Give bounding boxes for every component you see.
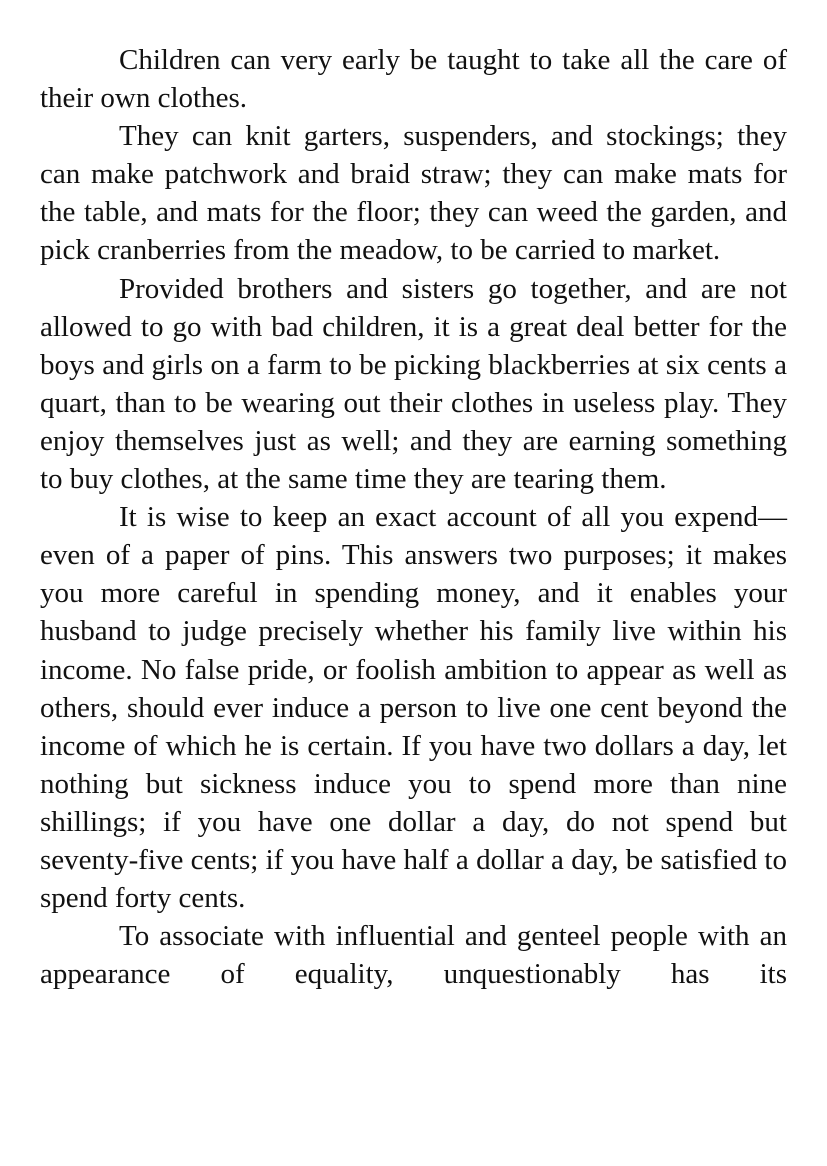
paragraph-exact-account: It is wise to keep an exact account of all you expend—even of a paper of pins. This answers two purposes; it makes you more careful in spending money, and it enables your husband to judge precisely whether his family live within his income. No false pride, or foolish ambition to appear as well as others, should ever induce a person to live one cent beyond the income of which he is certain. If you have two dollars a day, let nothing but sickness induce you to spend more than nine shillings; if you have one dollar a day, do not spend but seventy-five cents; if you have half a dollar a day, be satisfied to spend forty cents.	[40, 501, 787, 915]
paragraph-knit-garters: They can knit garters, suspenders, and stockings; they can make patchwork and braid straw; they can make mats for the table, and mats for the floor; they can weed the garden, and pick cranberries from the meadow, to be carried to market.	[40, 120, 787, 267]
paragraph-associate-influential: To associate with influential and genteel people with an appearance of equality, unquestionably has its	[40, 920, 787, 991]
paragraph-brothers-sisters: Provided brothers and sisters go together, and are not allowed to go with bad children, it is a great deal better for the boys and girls on a farm to be picking blackberries at six cents a quart, than to be wearing out their clothes in useless play. They enjoy themselves just as well; and they are earning something to buy clothes, at the same time they are tearing them.	[40, 272, 787, 496]
paragraph-children-clothes: Children can very early be taught to take all the care of their own clothes.	[40, 44, 787, 115]
page-text-body	[40, 41, 787, 993]
